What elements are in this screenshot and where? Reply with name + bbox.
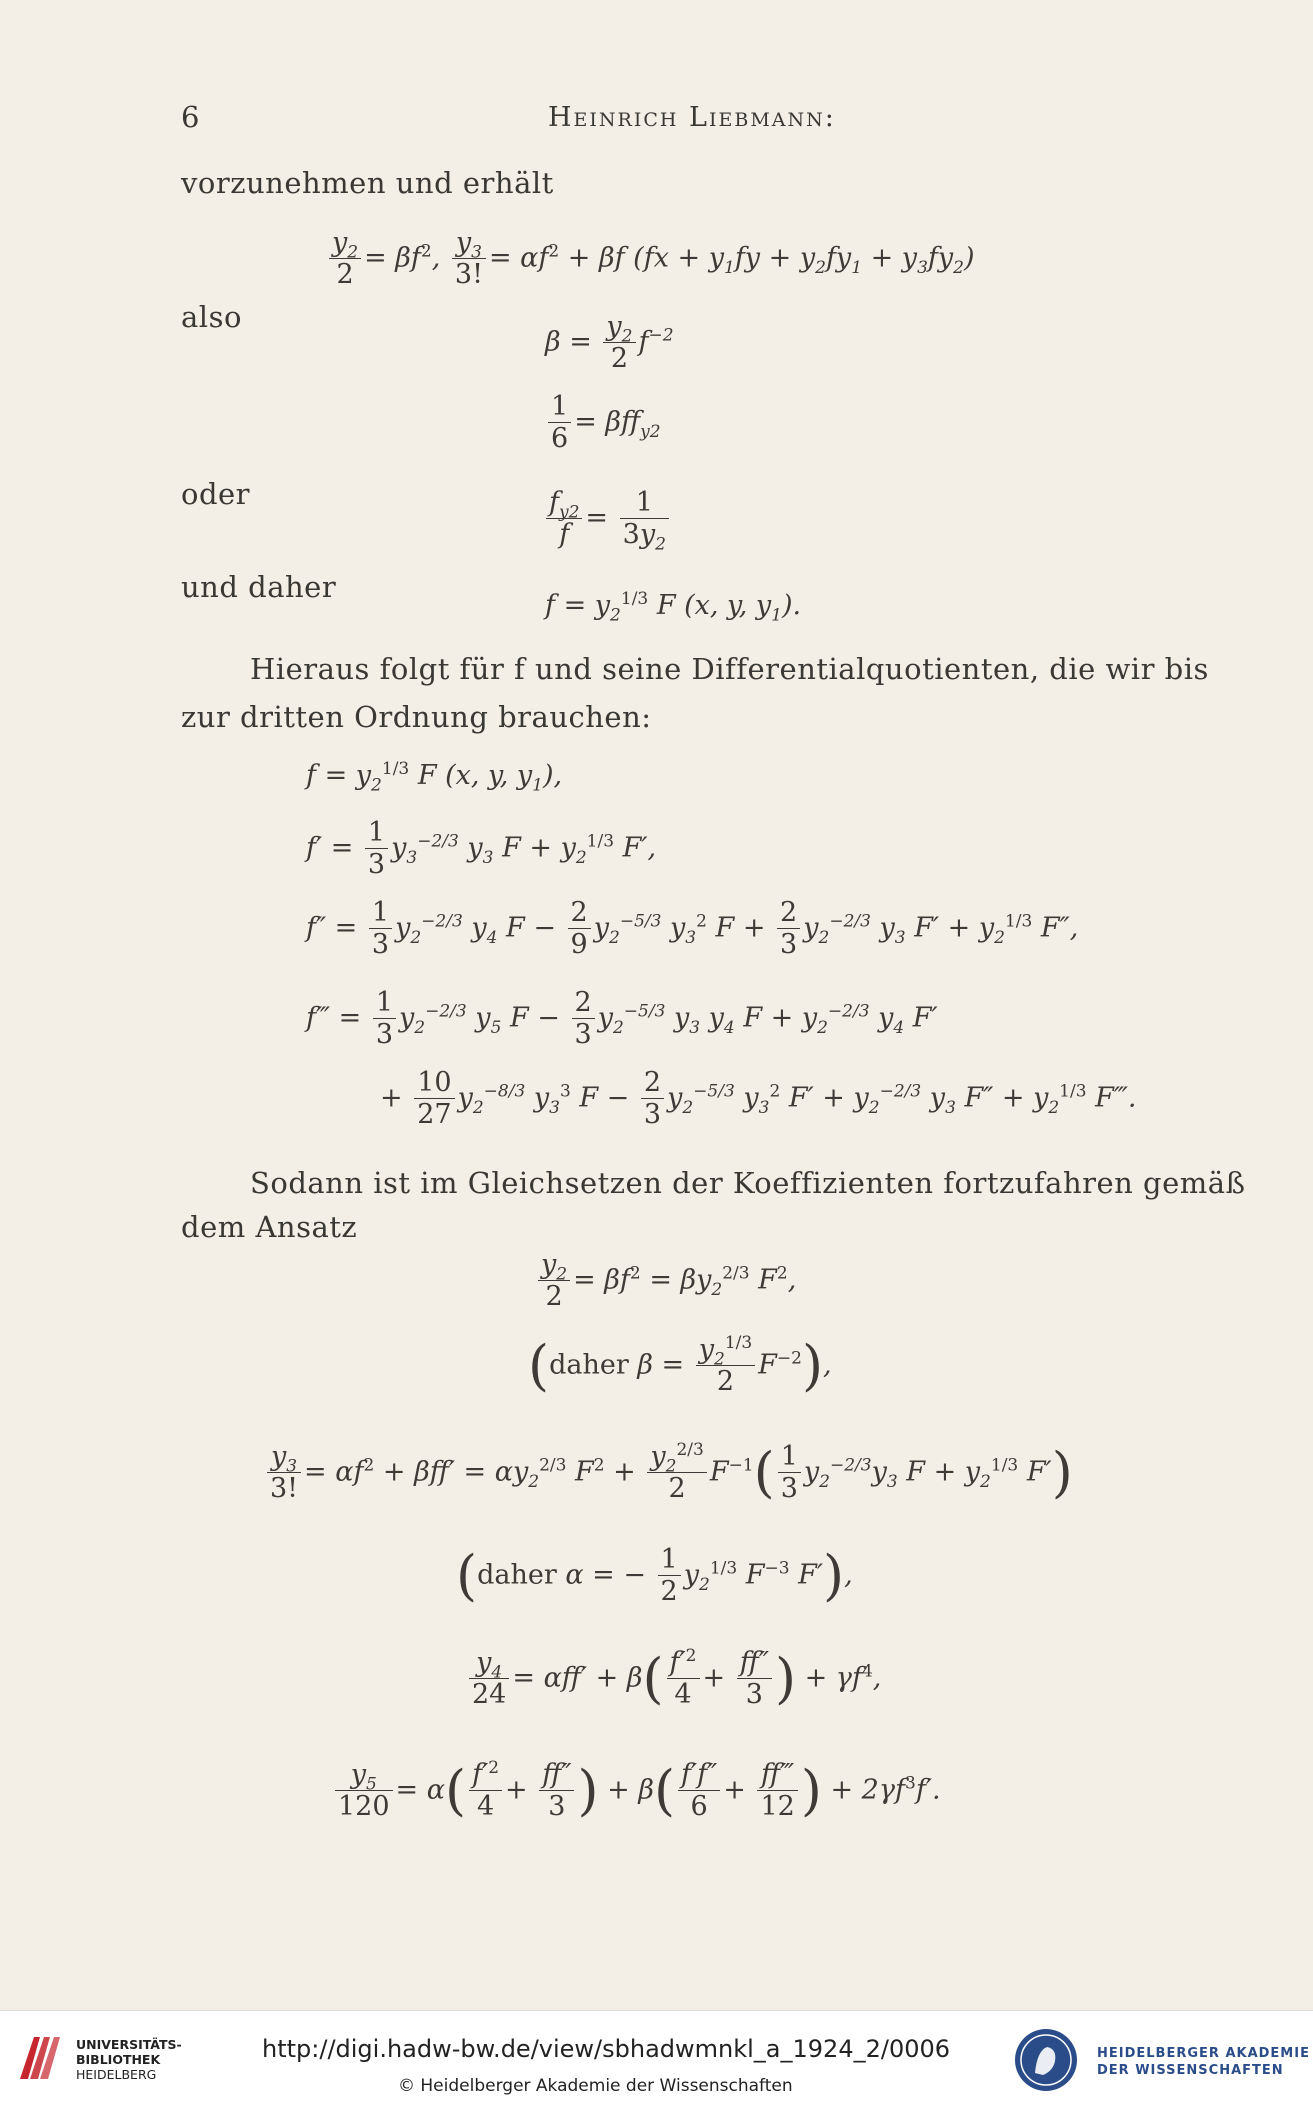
equation-f3a: f‴ = $\frac{1}{3}$ $y_2^{-2/3}$ $y_5$ F − $\frac{2}{3}$ $y_2^{-5/3}$ $y_3$ $y_4$ $F + y_2^{-2/3}$ $y_4$ F′ (306, 987, 938, 1050)
text-hieraus-2: zur dritten Ordnung brauchen: (181, 700, 652, 734)
equation-ansatz-4: $\frac{y_5}{120}$ = α( $\frac{f'^2}{4}$ + $\frac{ff''}{3}$ ) + β( $\frac{f'f''}{6}$ + $\frac{ff‴}{12}$ ) + $2\gamma f^3f'$. (332, 1760, 941, 1822)
academy-name: HEIDELBERGER AKADEMIE DER WISSENSCHAFTEN (1097, 2046, 1310, 2078)
text-oder: oder (181, 477, 251, 511)
equation-f: $f = y_2^{1/3}$ F (x, y, $y_1$). (545, 589, 802, 626)
source-url[interactable]: http://digi.hadw-bw.de/view/sbhadwmnkl_a_1924_2/0006 (262, 2035, 951, 2063)
text-und-daher: und daher (181, 570, 337, 604)
equation-ansatz-2: $\frac{y_3}{3!}$ = $\alpha f^2 + \beta ff' = \alpha y_2^{2/3}$ $F^2$ + $\frac{y_2^{2/3}}{2}$ $F^{-1}$( $\frac{1}{3}$ $y_2^{-2/3}y_3$ $F + y_2^{1/3}$ F′) (264, 1442, 1073, 1504)
equation-f2: f″ = $\frac{1}{3}$ $y_2^{-2/3}$ $y_4$ F − $\frac{2}{9}$ $y_2^{-5/3}$ $y_3^2$ F + $\frac{2}{3}$ $y_2^{-2/3}$ $y_3$ $F' + y_2^{1/3}$ F″, (306, 897, 1079, 960)
text-hieraus-1: Hieraus folgt für f und seine Differentialquotienten, die wir bis (250, 652, 1209, 686)
ub-heidelberg-logo-icon (14, 2029, 62, 2085)
running-title: Heinrich Liebmann: (548, 102, 836, 133)
copyright: © Heidelberger Akademie der Wissenschaften (398, 2076, 793, 2096)
footer-bar (0, 2010, 1313, 2107)
equation-beta: β = $\frac{y_2}{2}$ $f^{-2}$ (545, 311, 674, 374)
equation-ansatz-3: $\frac{y_4}{24}$ = αff′ + β( $\frac{f'^2}{4}$ + $\frac{ff''}{3}$ ) + $\gamma f^4$, (466, 1648, 881, 1710)
equation-ansatz-1: $\frac{y_2}{2}$ = $\beta f^2 = \beta y_2^{2/3}$ $F^2$, (535, 1250, 796, 1312)
equation-f1: f′ = $\frac{1}{3}$ $y_3^{-2/3}$ $y_3$ $F + y_2^{1/3}$ F′, (306, 817, 657, 880)
equation-daher-beta: (daher β = $\frac{y_2^{1/3}}{2}$ $F^{-2}$), (528, 1333, 832, 1397)
academy-seal-icon (1013, 2027, 1079, 2093)
equation-fy2: $\frac{f_{y2}}{f}$ = $\frac{1}{3y_2}$ (543, 488, 672, 550)
equation-f3b: + $\frac{10}{27}$ $y_2^{-8/3}$ $y_3^3$ F − $\frac{2}{3}$ $y_2^{-5/3}$ $y_3^2$ $F' + y_2^{-2/3}$ $y_3$ $F'' + y_2^{1/3}$ F‴. (380, 1067, 1137, 1130)
text-also: also (181, 300, 242, 334)
text-sodann-2: dem Ansatz (181, 1210, 358, 1244)
equation-daher-alpha: (daher α = − $\frac{1}{2}$ $y_2^{1/3}$ $F^{-3}$ F′), (456, 1543, 853, 1607)
equation-1: $\frac{y_2}{2}$ = $\beta f^2$, $\frac{y_3}{3!}$ = $\alpha f^2 + \beta f$ $(fx + y_1fy + y_2fy_1 + y_3fy_2)$ (326, 228, 975, 290)
library-name: UNIVERSITÄTS- BIBLIOTHEK HEIDELBERG (76, 2037, 182, 2082)
equation-sixth: $\frac{1}{6}$ = βff$_{y2}$ (545, 392, 661, 454)
page-number: 6 (181, 100, 200, 134)
text-sodann-1: Sodann ist im Gleichsetzen der Koeffizienten fortzufahren gemäß (250, 1166, 1246, 1200)
equation-f0: $f = y_2^{1/3}$ F (x, y, $y_1$), (306, 759, 563, 796)
text-vorzunehmen: vorzunehmen und erhält (181, 166, 554, 200)
